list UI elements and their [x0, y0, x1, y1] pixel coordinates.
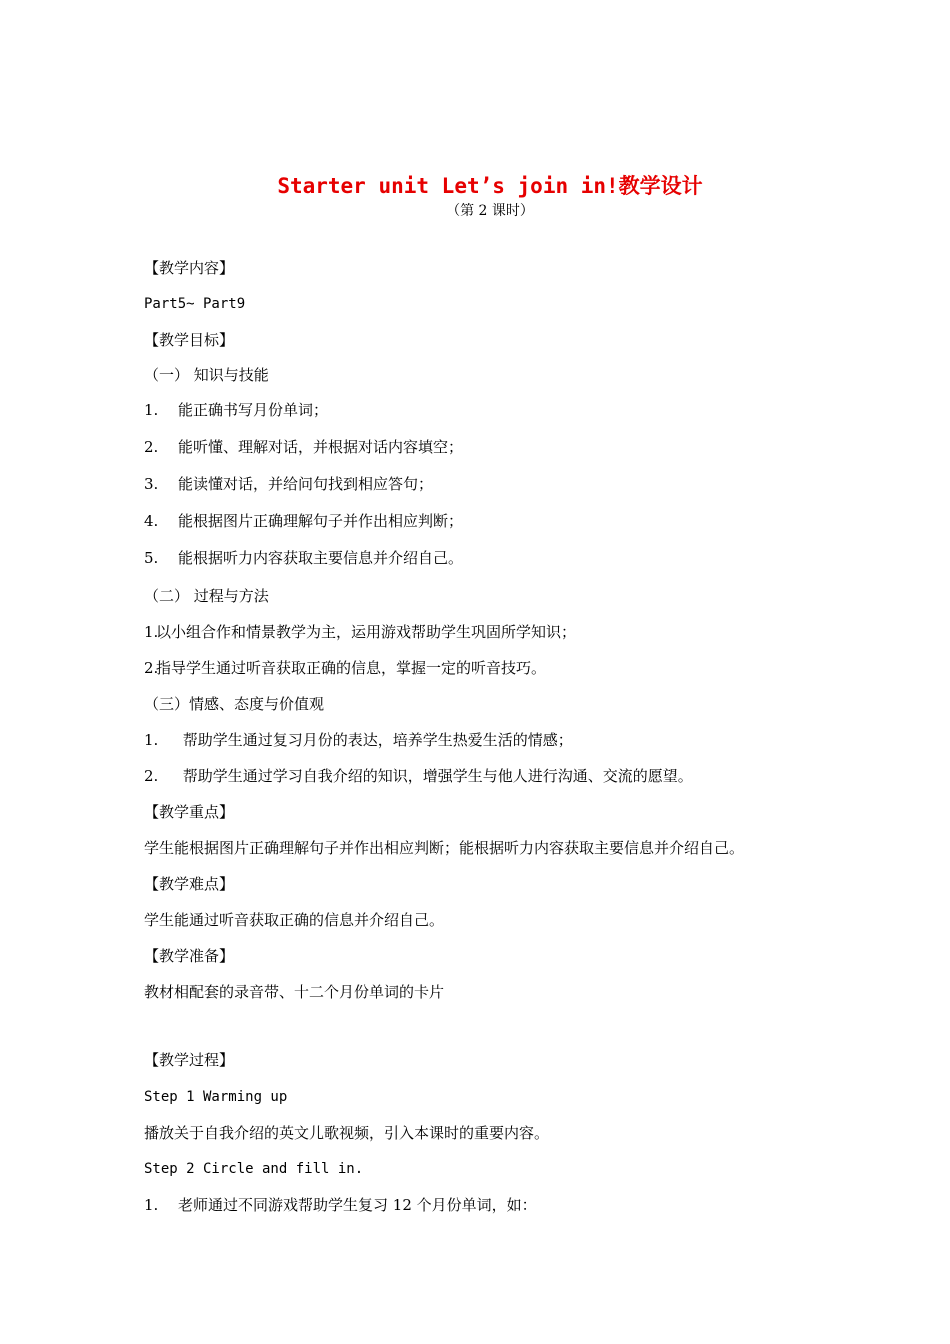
document-title: Starter unit Let’s join in!教学设计 [277, 174, 703, 198]
list-number: 1. [144, 623, 159, 641]
list-text: 帮助学生通过复习月份的表达，培养学生热爱生活的情感； [178, 731, 573, 749]
list-text: 能根据听力内容获取主要信息并介绍自己。 [178, 549, 464, 567]
content-heading: 【教学内容】 [144, 259, 235, 277]
content-text: Part5~ Part9 [144, 296, 246, 312]
list-number: 5. [144, 549, 159, 567]
goal1-item [144, 511, 463, 531]
list-text: 能正确书写月份单词； [178, 401, 329, 419]
list-text: 帮助学生通过学习自我介绍的知识，增强学生与他人进行沟通、交流的愿望。 [178, 767, 693, 785]
key-points-heading: 【教学重点】 [144, 803, 235, 821]
difficulty-heading: 【教学难点】 [144, 875, 235, 893]
step1-text: 播放关于自我介绍的英文儿歌视频，引入本课时的重要内容。 [144, 1124, 550, 1142]
preparation-heading: 【教学准备】 [144, 947, 235, 965]
list-number: 2. [144, 438, 159, 456]
goal1-item [144, 548, 463, 568]
preparation-text: 教材相配套的录音带、十二个月份单词的卡片 [144, 983, 445, 1001]
list-number: 2. [144, 767, 159, 785]
difficulty-text: 学生能通过听音获取正确的信息并介绍自己。 [144, 911, 445, 929]
goal2-heading: （二） 过程与方法 [144, 587, 269, 605]
step1-heading: Step 1 Warming up [144, 1089, 288, 1105]
list-number: 4. [144, 512, 159, 530]
goal1-heading: （一） 知识与技能 [144, 366, 269, 384]
list-number: 3. [144, 475, 159, 493]
process-heading: 【教学过程】 [144, 1051, 235, 1069]
goal1-item [144, 474, 433, 494]
list-text: 能听懂、理解对话，并根据对话内容填空； [178, 438, 464, 456]
list-number: 1. [144, 1196, 159, 1214]
list-text: 老师通过不同游戏帮助学生复习 12 个月份单词，如： [178, 1196, 537, 1214]
step2-heading: Step 2 Circle and fill in. [144, 1161, 364, 1177]
list-text: 指导学生通过听音获取正确的信息，掌握一定的听音技巧。 [156, 659, 547, 677]
goal3-item [144, 766, 693, 786]
goal2-item [144, 622, 576, 642]
goal1-item [144, 400, 328, 420]
goals-heading: 【教学目标】 [144, 331, 235, 349]
list-number: 1. [144, 731, 159, 749]
list-number: 2. [144, 659, 159, 677]
step2-item [144, 1195, 537, 1215]
goal2-item [144, 658, 546, 678]
goal3-item [144, 730, 573, 750]
list-text: 能根据图片正确理解句子并作出相应判断； [178, 512, 464, 530]
list-number: 1. [144, 401, 159, 419]
goal1-item [144, 437, 463, 457]
list-text: 能读懂对话，并给问句找到相应答句； [178, 475, 434, 493]
key-points-text: 学生能根据图片正确理解句子并作出相应判断；能根据听力内容获取主要信息并介绍自己。 [144, 839, 745, 857]
list-text: 以小组合作和情景教学为主，运用游戏帮助学生巩固所学知识； [156, 623, 577, 641]
goal3-heading: （三）情感、态度与价值观 [144, 695, 325, 713]
document-subtitle: （第 2 课时） [446, 203, 534, 219]
